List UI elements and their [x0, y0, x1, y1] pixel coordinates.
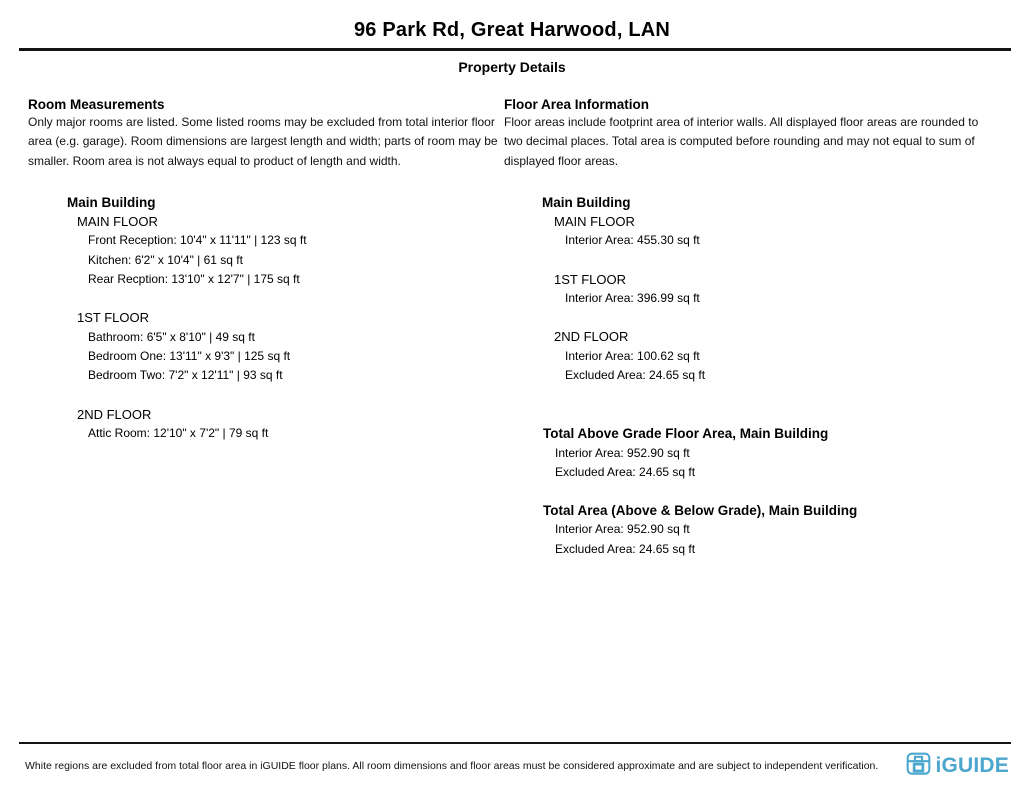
room-line: Front Reception: 10'4" x 11'11" | 123 sq ft — [88, 233, 307, 248]
room-measurements-description: Only major rooms are listed. Some listed rooms may be excluded from total interior floor area (e.g. garage). Room dimensions are largest length and width; parts of room may be smaller. Room area is not always equal to product of length and width. — [28, 115, 498, 168]
room-line: Kitchen: 6'2" x 10'4" | 61 sq ft — [88, 252, 243, 267]
area-line: Excluded Area: 24.65 sq ft — [565, 367, 706, 382]
building-group — [67, 193, 504, 443]
floor-name: 1ST FLOOR — [77, 310, 150, 326]
page-subtitle: Property Details — [458, 59, 566, 75]
room-line: Bedroom Two: 7'2" x 12'11" | 93 sq ft — [88, 368, 283, 383]
room-measurements-section — [0, 97, 504, 559]
floor-name: 2ND FLOOR — [554, 329, 629, 345]
floor-group-1st-floor — [554, 270, 996, 309]
area-line: Excluded Area: 24.65 sq ft — [555, 464, 696, 479]
floor-group-1st-floor — [77, 308, 504, 385]
total-area-group — [543, 501, 996, 559]
floor-area-description: Floor areas include footprint area of interior walls. All displayed floor areas are rounded to two decimal places. Total area is computed before rounding and may not equal to sum of displayed floor areas. — [504, 115, 979, 168]
footer — [19, 742, 1011, 781]
total-heading: Total Area (Above & Below Grade), Main Building — [543, 503, 858, 519]
building-name: Main Building — [67, 194, 156, 210]
floor-group-2nd-floor — [77, 405, 504, 444]
room-line: Bedroom One: 13'11" x 9'3" | 125 sq ft — [88, 348, 291, 363]
iguide-logo-text: iGUIDE — [935, 754, 1009, 777]
total-above-grade-group — [543, 424, 996, 482]
area-line: Interior Area: 396.99 sq ft — [565, 291, 700, 306]
floor-group-2nd-floor — [554, 327, 996, 385]
room-line: Bathroom: 6'5" x 8'10" | 49 sq ft — [88, 329, 255, 344]
area-line: Interior Area: 952.90 sq ft — [555, 445, 690, 460]
area-line: Excluded Area: 24.65 sq ft — [555, 541, 696, 556]
header-divider — [19, 48, 1011, 51]
floor-name: MAIN FLOOR — [554, 214, 635, 230]
area-line: Interior Area: 455.30 sq ft — [565, 233, 700, 248]
page-title: 96 Park Rd, Great Harwood, LAN — [353, 19, 671, 41]
floor-name: 2ND FLOOR — [77, 406, 152, 422]
building-name: Main Building — [542, 194, 631, 210]
content-columns — [0, 97, 1024, 559]
floor-area-section — [504, 97, 996, 559]
floor-group-main-floor — [77, 212, 504, 289]
iguide-logo — [906, 751, 1009, 781]
iguide-camera-icon — [906, 751, 931, 781]
room-line: Attic Room: 12'10" x 7'2" | 79 sq ft — [88, 425, 269, 440]
room-line: Rear Recption: 13'10" x 12'7" | 175 sq ft — [88, 272, 300, 287]
floor-group-main-floor — [554, 212, 996, 251]
floor-area-heading: Floor Area Information — [504, 97, 650, 112]
total-heading: Total Above Grade Floor Area, Main Building — [543, 426, 829, 442]
area-line: Interior Area: 100.62 sq ft — [565, 348, 700, 363]
floor-name: MAIN FLOOR — [77, 214, 158, 230]
footer-disclaimer: White regions are excluded from total floor area in iGUIDE floor plans. All room dimensions and floor areas must be considered approximate and are subject to independent verification. — [25, 759, 879, 772]
room-measurements-heading: Room Measurements — [28, 97, 165, 112]
floor-name: 1ST FLOOR — [554, 271, 627, 287]
area-line: Interior Area: 952.90 sq ft — [555, 522, 690, 537]
building-group — [542, 193, 996, 385]
